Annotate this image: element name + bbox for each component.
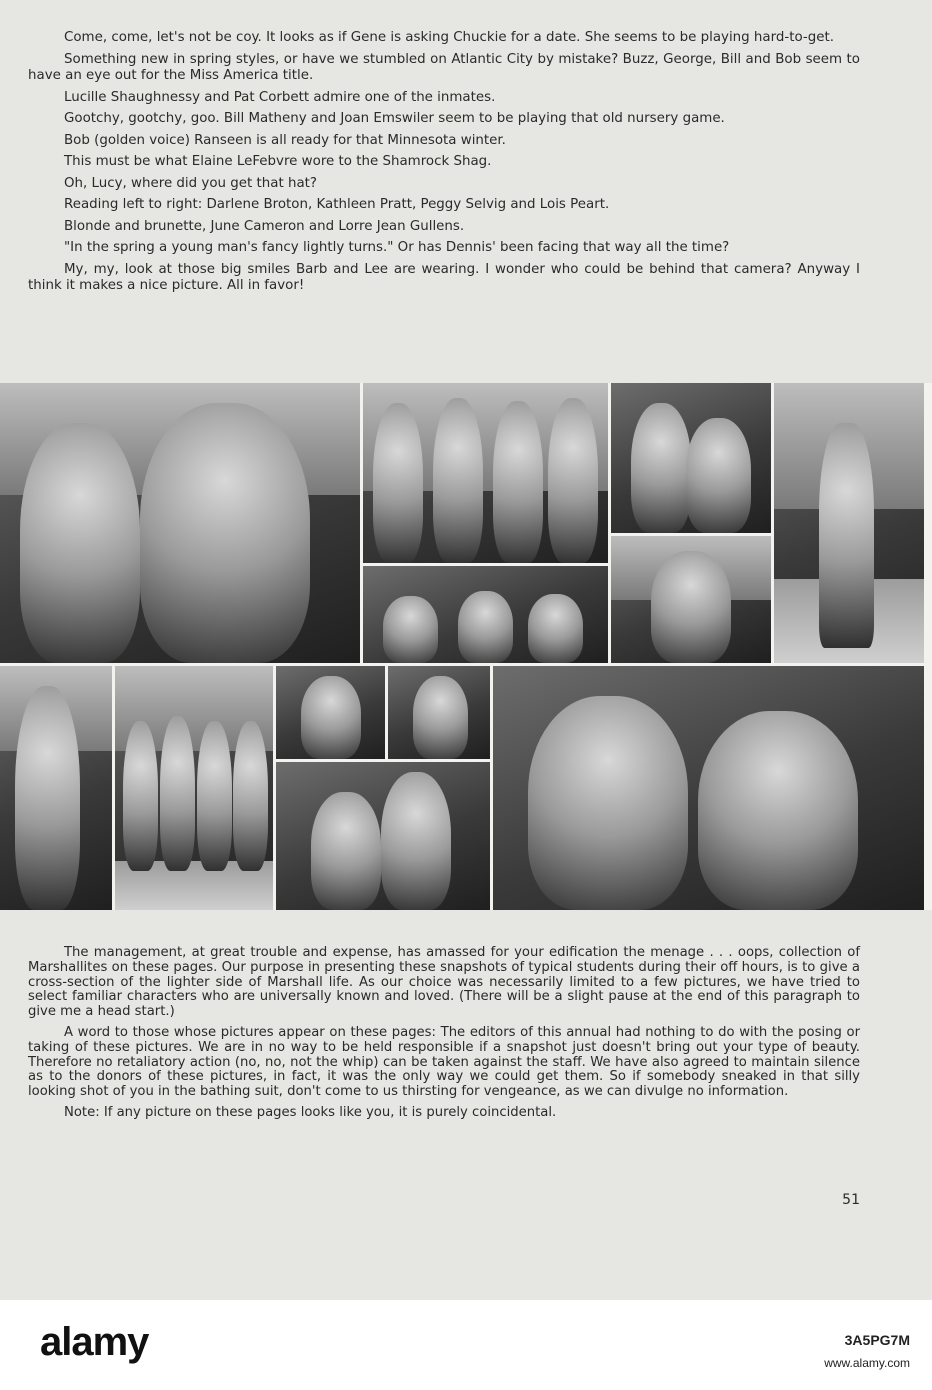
photo-collage <box>0 383 932 910</box>
caption-2: Something new in spring styles, or have we stumbled on Atlantic City by mistake? Buzz, George, Bill and Bob seem to have an eye out for the Miss America title. <box>28 51 860 83</box>
caption-7: Oh, Lucy, where did you get that hat? <box>64 175 318 191</box>
site-url[interactable]: www.alamy.com <box>824 1356 910 1370</box>
photo-barb-lee <box>493 666 924 910</box>
caption-3: Lucille Shaughnessy and Pat Corbett admire one of the inmates. <box>64 89 496 105</box>
stock-footer <box>0 1300 932 1390</box>
photo-bob-ranseen <box>611 536 771 663</box>
body-text <box>28 946 860 1127</box>
photo-captions <box>28 30 860 300</box>
body-paragraph-1: The management, at great trouble and expense, has amassed for your edification the menage . . . oops, collection of Marshallites on these pages. Our purpose in presenting these snapshots of typical students during their off hours, is to give a cross-section of the lighter side of Marshall life. As our choice was necessarily limited to a few pictures, we have tried to select familiar characters who are universally known and loved. (There will be a slight pause at the end of this paragraph to give me a head start.) <box>28 945 860 1020</box>
photo-four-girls <box>115 666 273 910</box>
photo-lorre-gullens <box>388 666 490 759</box>
image-id: 3A5PG7M <box>844 1332 910 1348</box>
page-number: 51 <box>842 1192 860 1208</box>
caption-11: My, my, look at those big smiles Barb and Lee are wearing. I wonder who could be behind that camera? Anyway I think it makes a nice picture. All in favor! <box>28 261 860 293</box>
caption-1: Come, come, let's not be coy. It looks as if Gene is asking Chuckie for a date. She seems to be playing hard-to-get. <box>64 30 834 45</box>
body-paragraph-3: Note: If any picture on these pages looks like you, it is purely coincidental. <box>64 1104 557 1120</box>
photo-dennis <box>276 762 490 910</box>
caption-5: Bob (golden voice) Ranseen is all ready for that Minnesota winter. <box>64 132 506 148</box>
caption-9: Blonde and brunette, June Cameron and Lorre Jean Gullens. <box>64 218 465 234</box>
footer-meta <box>650 1300 932 1390</box>
caption-4: Gootchy, gootchy, goo. Bill Matheny and Joan Emswiler seem to be playing that old nursery game. <box>64 111 725 126</box>
photo-three-girls <box>363 566 608 663</box>
photo-bill-joan <box>611 383 771 533</box>
body-paragraph-2: A word to those whose pictures appear on these pages: The editors of this annual had nothing to do with the posing or taking of these pictures. We are in no way to be held responsible if a snapshot just doesn't bring out your type of beauty. Therefore no retaliatory action (no, no, not the whip) can be taken against the staff. We have also agreed to maintain silence as to the donors of these pictures, in fact, it was the only way we could get them. So if somebody sneaked in that silly looking shot of you in the bathing suit, don't come to us thirsting for vengeance, as we can divulge no information. <box>28 1024 860 1100</box>
photo-bathing-suits <box>363 383 608 563</box>
caption-6: This must be what Elaine LeFebvre wore to the Shamrock Shag. <box>64 154 492 169</box>
photo-elaine-gown <box>774 383 924 663</box>
brand-logo: alamy <box>40 1320 149 1364</box>
photo-gene-chuckie <box>0 383 360 663</box>
photo-june-cameron <box>276 666 385 759</box>
caption-10: "In the spring a young man's fancy lightly turns." Or has Dennis' been facing that way all the time? <box>64 240 730 255</box>
photo-lucy-hat <box>0 666 112 910</box>
caption-8: Reading left to right: Darlene Broton, Kathleen Pratt, Peggy Selvig and Lois Peart. <box>64 197 610 212</box>
